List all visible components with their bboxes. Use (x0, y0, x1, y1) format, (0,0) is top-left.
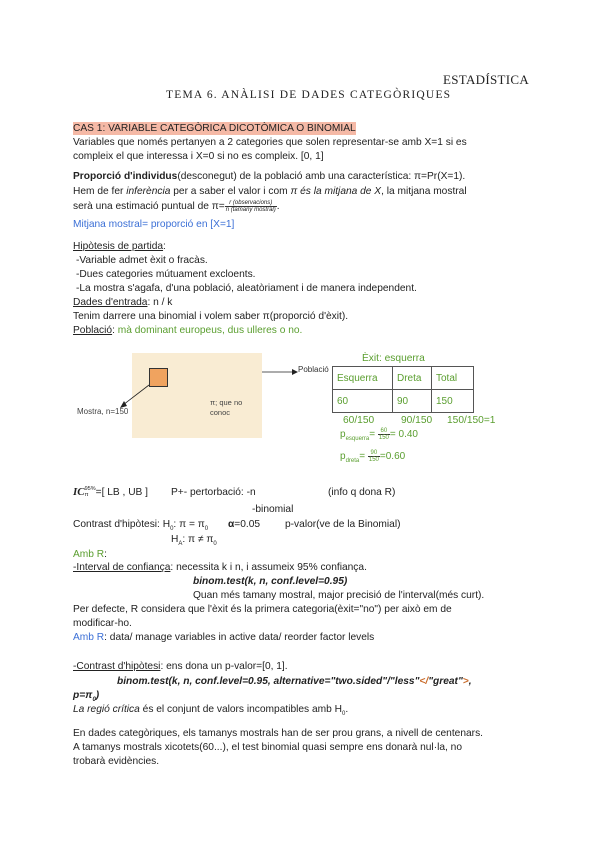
hypothesis-item-3: -La mostra s'agafa, d'una població, aleatòriament i de manera independent. (76, 283, 417, 294)
hypothesis-item-1: -Variable admet èxit o fracàs. (76, 255, 208, 266)
header-cell-left: Esquerra (333, 367, 393, 390)
alpha-symbol: α (228, 519, 235, 530)
ratio-left: 60/150 (343, 415, 375, 426)
proportion-line (73, 170, 465, 183)
amb-r-colon-1: : (104, 549, 107, 560)
estimation-fraction (225, 200, 277, 213)
p-right-formula: $p_{dreta}=$ $\frac{90}{150}$ =0.60 (340, 450, 406, 465)
binom-test-code-2 (117, 675, 472, 688)
p-right-result: =0.60 (379, 451, 406, 463)
alpha-value: =0.05 (234, 519, 261, 530)
unknown-pi-label-1: π; que no (210, 398, 243, 407)
p-left-label: p (340, 429, 346, 441)
binomial-text: -binomial (252, 504, 294, 515)
p-left-formula: $p_{esquerra}=$ $\frac{60}{150}$ = 0.40 (340, 428, 418, 443)
inference-text-3: , la mitjana mostral (381, 186, 467, 197)
population-label: Població (73, 325, 113, 336)
proportion-rest: (desconegut) de la població amb una característica: π=Pr(X=1). (177, 171, 466, 182)
ci-r-line (73, 561, 367, 574)
intro-line-1: Variables que només pertanyen a 2 categories que solen representar-se amb X=1 si es (73, 137, 467, 148)
amb-r-label-1: Amb R (73, 549, 105, 560)
fraction-numerator: r (observacions) (225, 200, 277, 207)
p-left-den: 150 (378, 435, 389, 441)
contrast-h0-sub2: 0 (204, 526, 209, 533)
intro-line-2: compleix el que interessa i X=0 si no es compleix. [0, 1] (73, 151, 324, 162)
ci-bounds: =[ LB , UB ] (95, 487, 149, 498)
success-table-title: Èxit: esquerra (362, 353, 425, 364)
sample-mean-note: Mitjana mostral= proporció en [X=1] (73, 219, 235, 230)
critical-region-sub: 0 (341, 711, 346, 718)
p-left-num: 60 (378, 428, 390, 435)
hypothesis-item-2: -Dues categories mútuament excloents. (76, 269, 256, 280)
ci-sub: π (84, 492, 89, 499)
alpha-text (228, 518, 260, 531)
p-left-result: = 0.40 (389, 429, 418, 441)
p-right-label: p (340, 451, 346, 463)
perturbation-text: P+- pertorbació: -n (171, 487, 256, 498)
code-2-part-2: "great" (428, 676, 463, 687)
hypotheses-label: Hipòtesis de partida (73, 241, 164, 252)
population-value: mà dominant europeus, dus ulleres o no. (117, 325, 303, 336)
contrast-h0-a: Contrast d'hipòtesi: H (73, 519, 171, 530)
input-data-line (73, 296, 172, 309)
critical-region-end: . (345, 704, 349, 715)
inference-line (73, 185, 467, 198)
critical-region-italic: La regió crítica (73, 704, 140, 715)
hypotheses-heading (73, 240, 166, 253)
section-heading-cas1: CAS 1: VARIABLE CATEGÒRICA DICOTÒMICA O BINOMIAL (73, 123, 356, 134)
page-title: TEMA 6. ANÀLISI DE DADES CATEGÒRIQUES (166, 89, 452, 101)
code-3-close: ) (95, 690, 100, 701)
population-line (73, 324, 302, 337)
p-right-sub: dreta (345, 458, 360, 465)
code-3-p: p=π (73, 690, 93, 701)
inference-italic-2: π és la mitjana de X (290, 186, 382, 197)
p-right-den: 150 (368, 457, 379, 463)
estimation-end: . (276, 201, 280, 213)
ci-scripts (85, 486, 96, 498)
final-line-3: trobarà evidències. (73, 756, 160, 767)
amb-r-line-2 (73, 631, 374, 644)
ci-r-label: -Interval de confiança (73, 562, 171, 573)
critical-region-line (73, 703, 348, 721)
contrast-h0-sub: 0 (170, 526, 174, 533)
r-info-text: (info q dona R) (328, 487, 396, 498)
sample-size-note: Quan més tamany mostral, major precisió de l'interval(més curt). (193, 590, 485, 601)
contrast-ha-b: : π ≠ π (182, 534, 214, 545)
sample-arrow (123, 385, 149, 405)
value-cell-right: 90 (393, 390, 432, 413)
inference-text-1: Hem de fer (73, 186, 127, 197)
contrast-h0-b: : π = π (173, 519, 205, 530)
inference-text-2: per a saber el valor i com (170, 186, 291, 197)
contrast-r-line (73, 660, 288, 673)
hypotheses-colon: : (163, 241, 166, 252)
amb-r-heading-1 (73, 548, 107, 561)
value-cell-total: 150 (432, 390, 474, 413)
population-diagram-label: Població (298, 365, 329, 374)
diagram-arrows (100, 360, 310, 420)
fraction-denominator: n (tamany mostral) (225, 207, 276, 213)
code-2-gt: > (462, 676, 469, 687)
estimation-text: serà una estimació puntual de π= (73, 201, 225, 213)
default-note-1: Per defecte, R considera que l'èxit és la primera categoria(èxit="no") per això em de (73, 604, 452, 615)
ci-r-rest: : necessita k i n, i assumeix 95% confiança. (170, 562, 367, 573)
proportion-bold: Proporció d'individus (73, 171, 178, 182)
code-2-part-1: binom.test(k, n, conf.level=0.95, alternative="two.sided"/"less" (117, 676, 420, 687)
ci-sup: 95% (84, 486, 96, 493)
subject-title: ESTADÍSTICA (443, 72, 530, 87)
contrast-ha-sub: A (178, 541, 183, 548)
binom-test-code-1: binom.test(k, n, conf.level=0.95) (193, 576, 348, 587)
code-2-lt: </ (419, 676, 429, 687)
final-line-2: A tamanys mostrals xicotets(60...), el test binomial quasi sempre ens donarà nul·la, no (73, 742, 463, 753)
contrast-ha-a: H (171, 534, 179, 545)
population-colon: : (112, 325, 118, 336)
amb-r-label-2: Amb R (73, 632, 105, 643)
inference-italic-1: inferència (126, 186, 171, 197)
input-data-label: Dades d'entrada (73, 297, 148, 308)
contrast-r-rest: : ens dona un p-valor=[0, 1]. (160, 661, 288, 672)
code-2-comma: , (468, 676, 472, 687)
ratio-right: 90/150 (401, 415, 433, 426)
p-right-fraction (368, 450, 380, 463)
ci-line (73, 486, 148, 499)
success-table (332, 366, 474, 413)
unknown-pi-label-2: conoc (210, 408, 231, 417)
contrast-line-2 (171, 533, 217, 551)
code-3-sub: 0 (92, 697, 96, 704)
contrast-ha-sub2: 0 (213, 541, 217, 548)
contrast-r-label: -Contrast d'hipòtesi (73, 661, 161, 672)
p-left-sub: esquerra (345, 436, 370, 443)
p-right-num: 90 (368, 450, 380, 457)
p-left-fraction (378, 428, 390, 441)
header-cell-right: Dreta (393, 367, 432, 390)
estimation-line (73, 200, 280, 213)
ratio-total: 150/150=1 (447, 415, 496, 426)
ci-label: IC (73, 486, 85, 498)
default-note-2: modificar-ho. (73, 618, 132, 629)
critical-region-rest: és el conjunt de valors incompatibles amb H (139, 704, 342, 715)
sample-label: Mostra, n=150 (77, 407, 129, 416)
binomial-line: Tenim darrere una binomial i volem saber π(proporció d'èxit). (73, 311, 349, 322)
input-data-value: : n / k (147, 297, 173, 308)
header-cell-total: Total (432, 367, 474, 390)
amb-r-rest-2: : data/ manage variables in active data/ reorder factor levels (104, 632, 375, 643)
final-line-1: En dades categòriques, els tamanys mostrals han de ser prou grans, a nivell de centenars. (73, 728, 483, 739)
value-cell-left: 60 (333, 390, 393, 413)
p-value-text: p-valor(ve de la Binomial) (285, 519, 401, 530)
